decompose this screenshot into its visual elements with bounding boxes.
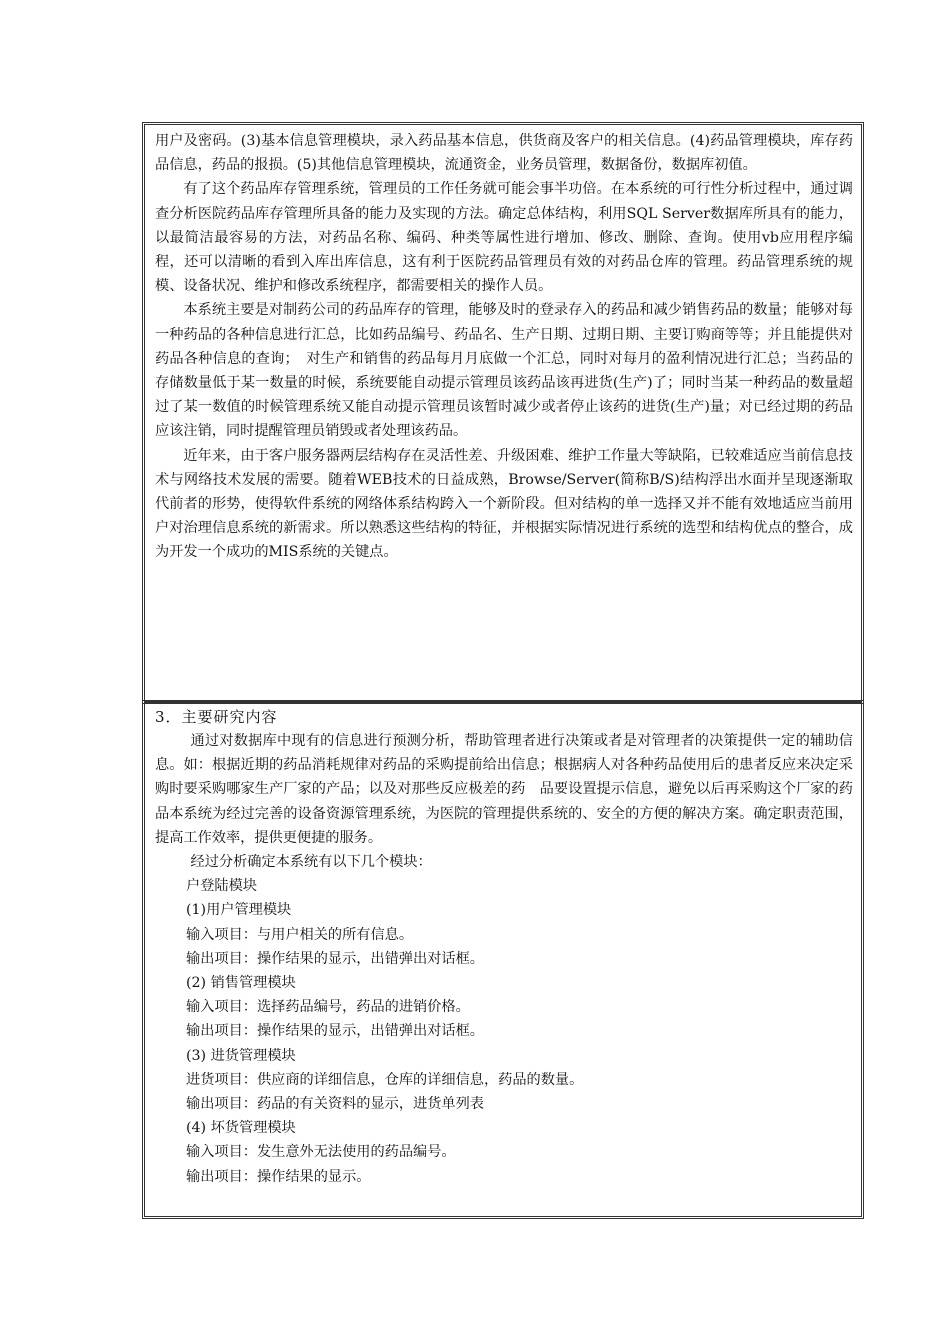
paragraph-system-functions: 本系统主要是对制药公司的药品库存的管理，能够及时的登录存入的药品和减少销售药品的数量；能够对每一种药品的各种信息进行汇总，比如药品编号、药品名、生产日期、过期日期、主要订购商等等；并且能提供对药品各种信息的查询； 对生产和销售的药品每月月底做一个汇总，同时对每月的盈利情况进行汇总；当药品的存储数量低于某一数量的时候，系统要能自动提示管理员该药品该再进货(生产)了；同时当某一种药品的数量超过了某一数值的时候管理系统又能自动提示管理员该暂时减少或者停止该药的进货(生产)量；对已经过期的药品应该注销，同时提醒管理员销毁或者处理该药品。	[155, 302, 853, 440]
table-cell-background	[142, 122, 864, 704]
research-content-text	[155, 705, 853, 1189]
list-item: 输出项目：药品的有关资料的显示，进货单列表	[186, 1096, 484, 1113]
list-item: (3) 进货管理模块	[186, 1047, 296, 1064]
list-item: 进货项目：供应商的详细信息，仓库的详细信息，药品的数量。	[186, 1071, 584, 1088]
list-item: 户登陆模块	[186, 878, 257, 895]
module-list	[155, 874, 853, 1189]
paragraph-module-intro: 经过分析确定本系统有以下几个模块：	[190, 854, 432, 871]
background-text	[155, 129, 853, 565]
paragraph-modules: 用户及密码。(3)基本信息管理模块，录入药品基本信息，供货商及客户的相关信息。(4)药品管理模块，库存药品信息，药品的报损。(5)其他信息管理模块，流通资金，业务员管理，数据备份，数据库初值。	[155, 133, 853, 174]
list-item: (2) 销售管理模块	[186, 975, 296, 992]
list-item: 输出项目：操作结果的显示，出错弹出对话框。	[186, 1023, 484, 1040]
paragraph-feasibility: 有了这个药品库存管理系统，管理员的工作任务就可能会事半功倍。在本系统的可行性分析过程中，通过调查分析医院药品库存管理所具备的能力及实现的方法。确定总体结构，利用SQL Server数据库所具有的能力，以最简洁最容易的方法，对药品名称、编码、种类等属性进行增加、修改、删除、查询。使用vb应用程序编程，还可以清晰的看到入库出库信息，这有利于医院药品管理员有效的对药品仓库的管理。药品管理系统的规模、设备状况、维护和修改系统程序，都需要相关的操作人员。	[155, 181, 853, 295]
paragraph-bs-architecture: 近年来，由于客户服务器两层结构存在灵活性差、升级困难、维护工作量大等缺陷，已较难适应当前信息技术与网络技术发展的需要。随着WEB技术的日益成熟，Browse/Server(简称B/S)结构浮出水面并呈现逐渐取代前者的形势，使得软件系统的网络体系结构跨入一个新阶段。但对结构的单一选择又并不能有效地适应当前用户对治理信息系统的新需求。所以熟悉这些结构的特征，并根据实际情况进行系统的选型和结构优点的整合，成为开发一个成功的MIS系统的关键点。	[155, 447, 853, 561]
table-cell-research-content	[142, 700, 864, 1219]
list-item: (4) 坏货管理模块	[186, 1120, 296, 1137]
list-item: 输入项目：与用户相关的所有信息。	[186, 926, 414, 943]
paragraph-research-intro: 通过对数据库中现有的信息进行预测分析，帮助管理者进行决策或者是对管理者的决策提供一定的辅助信息。如：根据近期的药品消耗规律对药品的采购提前给出信息；根据病人对各种药品使用后的患者反应来决定采购时要采购哪家生产厂家的产品；以及对那些反应极差的药 品要设置提示信息，避免以后再采购这个厂家的药品本系统为经过完善的设备资源管理系统，为医院的管理提供系统的、安全的方便的解决方案。确定职责范围，提高工作效率，提供更便捷的服务。	[155, 733, 853, 846]
list-item: 输出项目：操作结果的显示，出错弹出对话框。	[186, 950, 484, 967]
list-item: 输出项目：操作结果的显示。	[186, 1168, 371, 1185]
list-item: 输入项目：选择药品编号，药品的进销价格。	[186, 999, 470, 1016]
list-item: 输入项目：发生意外无法使用的药品编号。	[186, 1144, 456, 1161]
list-item: (1)用户管理模块	[186, 902, 292, 919]
section-heading: 3．主要研究内容	[155, 708, 278, 726]
